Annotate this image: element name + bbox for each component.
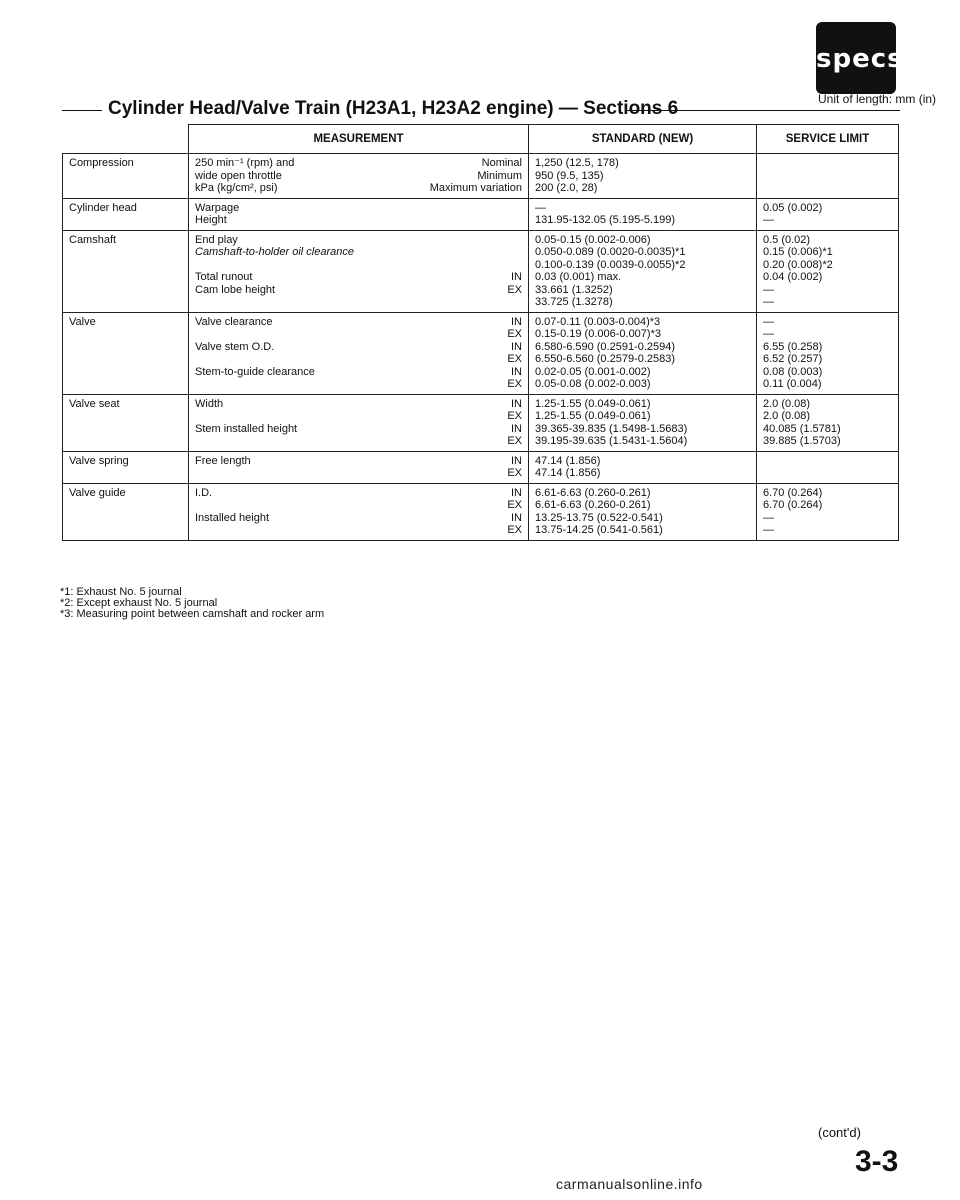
measurement-cell [189,483,529,540]
service-limit-value: — [763,328,774,340]
standard-value: 39.365-39.835 (1.5498-1.5683) [535,422,688,435]
measurement-label: Installed height [195,511,269,524]
measurement-qualifier: EX [507,499,522,511]
standard-value: 0.05-0.15 (0.002-0.006) [535,233,651,246]
measurement-cell [189,312,529,394]
table-header-row [63,125,899,154]
measurement-label: Warpage [195,201,240,214]
table-row [63,394,899,451]
standard-value: 13.75-14.25 (0.541-0.561) [535,524,663,536]
measurement-line [195,284,522,297]
service-limit-value: — [763,296,774,308]
system-name-cell: Cylinder head [63,198,189,230]
service-limit-cell [757,312,899,394]
service-limit-value: 0.15 (0.006)*1 [763,246,833,258]
standard-value: 0.03 (0.001) max. [535,271,622,283]
standard-cell [529,312,757,394]
footnote: *3: Measuring point between camshaft and rocker arm [60,608,325,620]
standard-cell [529,451,757,483]
measurement-label: Valve clearance [195,315,273,328]
measurement-qualifier: IN [511,365,522,378]
measurement-label: I.D. [195,486,213,499]
measurement-qualifier: EX [507,328,522,340]
standard-value: 200 (2.0, 28) [535,182,598,194]
measurement-qualifier: IN [511,422,522,435]
measurement-cell [189,451,529,483]
measurement-cell [189,198,529,230]
system-name-cell: Valve [63,312,189,394]
measurement-qualifier: Maximum variation [429,182,522,194]
continued-label: (cont'd) [818,1125,861,1140]
measurement-line [195,316,522,329]
footnote: *2: Except exhaust No. 5 journal [60,597,218,609]
measurement-line [195,410,522,423]
service-limit-value: — [763,315,774,328]
measurement-label: Stem installed height [195,422,298,435]
standard-value: 47.14 (1.856) [535,467,601,479]
header-service-limit: SERVICE LIMIT [757,125,899,154]
service-limit-cell [757,451,899,483]
system-name-cell: Camshaft [63,230,189,312]
measurement-qualifier: IN [511,315,522,328]
measurement-label: 250 min⁻¹ (rpm) and [195,157,295,169]
table-row [63,483,899,540]
standard-cell [529,483,757,540]
measurement-line [195,341,522,354]
measurement-line [195,423,522,436]
measurement-label: Free length [195,454,251,467]
service-limit-value: — [763,214,774,226]
measurement-line [195,271,522,284]
measurement-line [195,455,522,468]
standard-value: 0.15-0.19 (0.006-0.007)*3 [535,328,661,340]
service-limit-cell [757,394,899,451]
standard-value: 1.25-1.55 (0.049-0.061) [535,397,651,410]
standard-value: 39.195-39.635 (1.5431-1.5604) [535,435,688,447]
standard-value: 1.25-1.55 (0.049-0.061) [535,410,651,422]
measurement-line [195,366,522,379]
measurement-line [195,202,522,215]
standard-value: 0.100-0.139 (0.0039-0.0055)*2 [535,258,686,271]
standard-value: 950 (9.5, 135) [535,169,604,182]
service-limit-value: 6.55 (0.258) [763,340,823,353]
system-name-cell: Valve seat [63,394,189,451]
standard-value: 33.725 (1.3278) [535,296,613,308]
service-limit-value: 39.885 (1.5703) [763,435,841,447]
measurement-qualifier: EX [507,435,522,447]
measurement-line [195,328,522,341]
measurement-label: wide open throttle [195,169,282,182]
service-limit-value: 0.20 (0.008)*2 [763,258,833,271]
service-limit-cell [757,230,899,312]
standard-value: 6.580-6.590 (0.2591-0.2594) [535,340,676,353]
measurement-qualifier: IN [511,486,522,499]
header-blank [63,125,189,154]
measurement-label: Cam lobe height [195,283,276,296]
spec-table [62,124,899,541]
service-limit-value: 0.5 (0.02) [763,233,811,246]
standard-value: 0.07-0.11 (0.003-0.004)*3 [535,315,661,328]
measurement-label: Height [195,214,227,226]
measurement-line [195,259,522,272]
measurement-label: End play [195,233,238,246]
measurement-label: Stem-to-guide clearance [195,365,315,378]
page-number: 3-3 [855,1145,899,1178]
measurement-line [195,435,522,448]
title-rule-right [626,110,900,111]
measurement-line [195,487,522,500]
standard-value: 6.550-6.560 (0.2579-0.2583) [535,353,676,365]
standard-value: 0.05-0.08 (0.002-0.003) [535,378,651,390]
title-rule-left [62,110,102,111]
standard-cell [529,230,757,312]
measurement-line [195,182,522,195]
standard-value: 0.02-0.05 (0.001-0.002) [535,365,651,378]
measurement-label: Width [195,397,224,410]
table-row [63,198,899,230]
standard-value: 0.050-0.089 (0.0020-0.0035)*1 [535,246,686,258]
measurement-qualifier: EX [507,524,522,536]
service-limit-value: 6.70 (0.264) [763,486,823,499]
measurement-line [195,170,522,183]
service-limit-value: 40.085 (1.5781) [763,422,841,435]
table-row [63,451,899,483]
measurement-line [195,378,522,391]
measurement-line [195,512,522,525]
service-limit-value: 2.0 (0.08) [763,397,811,410]
standard-value: 131.95-132.05 (5.195-5.199) [535,214,676,226]
standard-cell [529,394,757,451]
measurement-qualifier: EX [507,283,522,296]
measurement-qualifier: EX [507,467,522,479]
service-limit-value: 2.0 (0.08) [763,410,811,422]
service-limit-value: 0.11 (0.004) [763,378,822,390]
measurement-label: kPa (kg/cm², psi) [195,182,278,194]
service-limit-value: — [763,524,774,536]
header-measurement: MEASUREMENT [189,125,529,154]
table-row [63,312,899,394]
footnote: *1: Exhaust No. 5 journal [60,586,182,598]
measurement-label: Valve stem O.D. [195,340,275,353]
unit-note: Unit of length: mm (in) [818,92,937,106]
measurement-line [195,524,522,537]
measurement-qualifier: EX [507,378,522,390]
specs-badge [816,22,904,94]
standard-cell [529,154,757,199]
measurement-line [195,398,522,411]
measurement-line [195,214,522,227]
measurement-qualifier: IN [511,397,522,410]
measurement-qualifier: IN [511,271,522,283]
measurement-qualifier: IN [511,454,522,467]
service-limit-value: 0.08 (0.003) [763,365,823,378]
table-row [63,154,899,199]
footnotes [60,587,324,620]
measurement-line [195,353,522,366]
service-limit-value: 0.04 (0.002) [763,271,823,283]
measurement-qualifier: EX [507,353,522,365]
system-name-cell: Compression [63,154,189,199]
standard-cell [529,198,757,230]
service-limit-cell [757,483,899,540]
standard-value: 33.661 (1.3252) [535,283,613,296]
measurement-qualifier: Minimum [477,169,522,182]
standard-value: 6.61-6.63 (0.260-0.261) [535,486,651,499]
standard-value: 13.25-13.75 (0.522-0.541) [535,511,663,524]
specs-badge-label: specs [816,44,904,74]
measurement-cell [189,394,529,451]
measurement-label: Total runout [195,271,253,283]
measurement-qualifier: EX [507,410,522,422]
measurement-cell [189,154,529,199]
service-limit-value: — [763,283,774,296]
standard-value: 1,250 (12.5, 178) [535,157,619,169]
standard-value: 6.61-6.63 (0.260-0.261) [535,499,651,511]
service-limit-value: — [763,511,774,524]
standard-value: 47.14 (1.856) [535,454,601,467]
measurement-cell [189,230,529,312]
service-limit-cell [757,198,899,230]
service-limit-cell [757,154,899,199]
measurement-label: Camshaft-to-holder oil clearance [195,246,354,258]
measurement-line [195,157,522,170]
measurement-qualifier: Nominal [481,157,522,169]
header-standard: STANDARD (NEW) [529,125,757,154]
system-name-cell: Valve spring [63,451,189,483]
measurement-line [195,234,522,247]
system-name-cell: Valve guide [63,483,189,540]
standard-value: — [535,201,546,214]
measurement-line [195,467,522,480]
measurement-line [195,499,522,512]
measurement-qualifier: IN [511,340,522,353]
service-limit-value: 0.05 (0.002) [763,201,823,214]
page-title: Cylinder Head/Valve Train (H23A1, H23A2 engine) — Sections 6 [108,98,679,119]
watermark: carmanualsonline.info [556,1176,703,1192]
measurement-line [195,246,522,259]
measurement-qualifier: IN [511,511,522,524]
service-limit-value: 6.70 (0.264) [763,499,823,511]
service-limit-value: 6.52 (0.257) [763,353,823,365]
section-title-row [62,92,937,122]
table-row [63,230,899,312]
